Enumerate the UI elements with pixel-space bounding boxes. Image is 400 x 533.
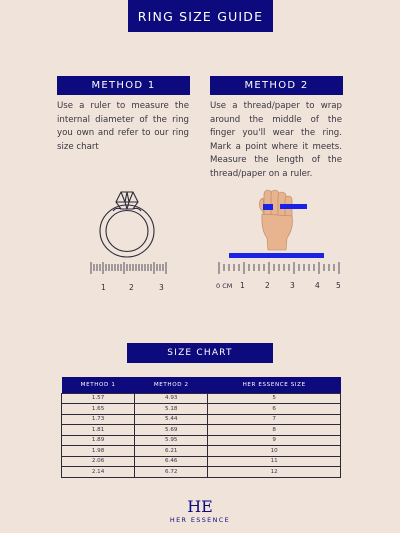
method-2-heading: METHOD 2 — [210, 76, 343, 95]
table-cell: 6.46 — [135, 456, 208, 467]
table-cell: 5.18 — [135, 404, 208, 415]
table-cell: 2.14 — [62, 467, 135, 478]
column-header-method-1: METHOD 1 — [62, 377, 135, 393]
ruler-2-label-5: 5 — [336, 281, 341, 290]
table-cell: 1.65 — [62, 404, 135, 415]
table-row — [62, 404, 341, 415]
table-cell: 1.73 — [62, 414, 135, 425]
table-row — [62, 446, 341, 457]
table-cell: 5 — [208, 393, 341, 404]
ruler-1-label-2: 2 — [129, 283, 134, 292]
table-cell: 6 — [208, 404, 341, 415]
method-1-description: Use a ruler to measure the internal diameter of the ring you own and refer to our ring size chart — [57, 101, 189, 152]
table-row — [62, 425, 341, 436]
brand-monogram: HE — [187, 497, 213, 516]
table-cell: 6.21 — [135, 446, 208, 457]
ruler-1-label-3: 3 — [159, 283, 164, 292]
table-cell: 4.93 — [135, 393, 208, 404]
measured-thread-line — [229, 253, 324, 258]
table-row — [62, 435, 341, 446]
ruler-2-label-4: 4 — [315, 281, 320, 290]
ruler-method-1 — [89, 260, 169, 298]
table-cell: 1.81 — [62, 425, 135, 436]
table-cell: 2.06 — [62, 456, 135, 467]
table-cell: 9 — [208, 435, 341, 446]
ring-illustration — [92, 185, 162, 264]
size-chart-heading: SIZE CHART — [127, 343, 273, 363]
table-cell: 12 — [208, 467, 341, 478]
table-cell: 1.98 — [62, 446, 135, 457]
ruler-2-label-0: 0 CM — [216, 282, 233, 290]
ruler-2-label-3: 3 — [290, 281, 295, 290]
ruler-2-label-2: 2 — [265, 281, 270, 290]
table-cell: 1.89 — [62, 435, 135, 446]
table-cell: 10 — [208, 446, 341, 457]
column-header-method-2: METHOD 2 — [135, 377, 208, 393]
table-row — [62, 467, 341, 478]
ruler-2-label-1: 1 — [240, 281, 245, 290]
table-row — [62, 456, 341, 467]
table-cell: 7 — [208, 414, 341, 425]
table-cell: 6.72 — [135, 467, 208, 478]
table-cell: 5.44 — [135, 414, 208, 425]
method-2-description: Use a thread/paper to wrap around the middle of the finger you'll wear the ring. Mark a point where it meets. Measure the length of the thread/paper on a ruler. — [210, 101, 342, 179]
table-row — [62, 414, 341, 425]
table-cell: 1.57 — [62, 393, 135, 404]
table-cell: 11 — [208, 456, 341, 467]
brand-name: HER ESSENCE — [169, 516, 231, 524]
table-header-row — [62, 377, 341, 393]
table-row — [62, 393, 341, 404]
method-1-heading: METHOD 1 — [57, 76, 190, 95]
ruler-method-2 — [216, 260, 346, 298]
hand-illustration — [252, 190, 312, 256]
table-cell: 5.95 — [135, 435, 208, 446]
ruler-1-label-1: 1 — [101, 283, 106, 292]
size-chart-table — [61, 377, 341, 478]
table-cell: 8 — [208, 425, 341, 436]
page-title: RING SIZE GUIDE — [128, 0, 273, 32]
table-cell: 5.69 — [135, 425, 208, 436]
column-header-size: HER ESSENCE SIZE — [208, 377, 341, 393]
